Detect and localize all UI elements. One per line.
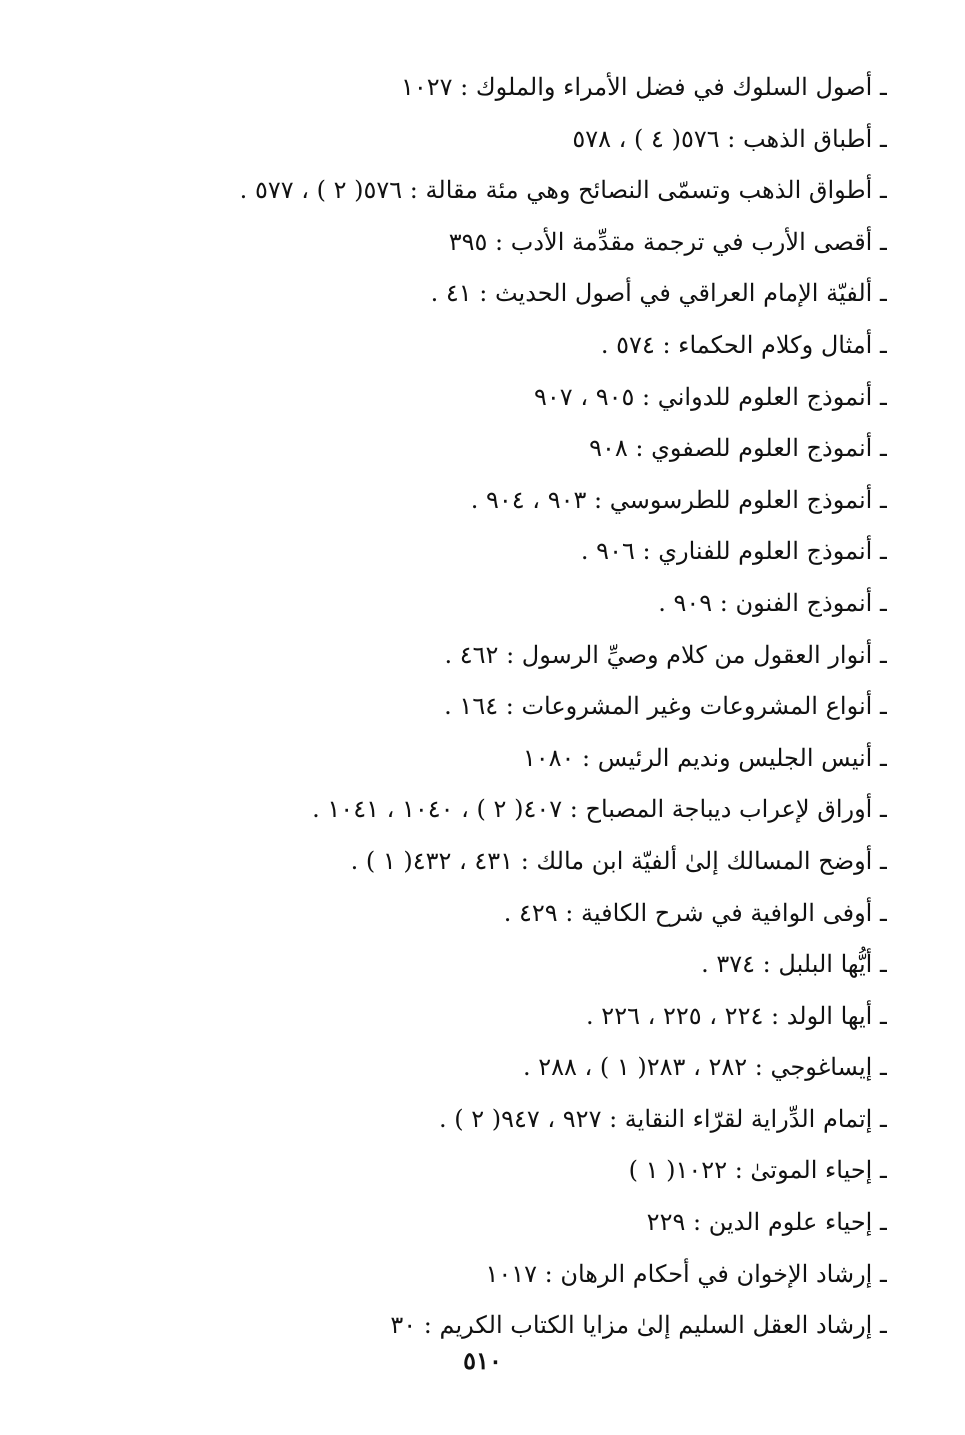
- index-entry: ـ أقصى الأرب في ترجمة مقدِّمة الأدب : ٣٩٥: [448, 227, 887, 256]
- index-entry: ـ أنواع المشروعات وغير المشروعات : ١٦٤ .: [444, 692, 887, 721]
- index-entry: ـ أيُّها البلبل : ٣٧٤ .: [701, 950, 887, 979]
- index-entry: ـ أنموذج الفنون : ٩٠٩ .: [658, 588, 887, 617]
- index-entry: ـ أطواق الذهب وتسمّى النصائح وهي مئة مقالة : ٥٧٦( ٢ ) ، ٥٧٧ .: [239, 176, 887, 205]
- index-entry: ـ إيساغوجي : ٢٨٢ ، ٢٨٣( ١ ) ، ٢٨٨ .: [522, 1053, 887, 1082]
- page-number: ٥١٠: [463, 1346, 502, 1375]
- index-entry: ـ أمثال وكلام الحكماء : ٥٧٤ .: [600, 330, 887, 359]
- index-entry: ـ إحياء الموتىٰ : ١٠٢٢( ١ ): [628, 1156, 887, 1185]
- index-entry: ـ أوضح المسالك إلىٰ ألفيّة ابن مالك : ٤٣١ ، ٤٣٢( ١ ) .: [350, 846, 887, 875]
- index-entry: ـ أنوار العقول من كلام وصيِّ الرسول : ٤٦٢ .: [444, 640, 887, 669]
- index-entry: ـ أوفى الوافية في شرح الكافية : ٤٢٩ .: [503, 898, 887, 927]
- index-entry: ـ أنموذج العلوم للدواني : ٩٠٥ ، ٩٠٧: [534, 382, 887, 411]
- index-entry: ـ أيها الولد : ٢٢٤ ، ٢٢٥ ، ٢٢٦ .: [586, 1001, 887, 1030]
- index-entry: ـ أنموذج العلوم للصفوي : ٩٠٨: [589, 434, 887, 463]
- index-entry: ـ إحياء علوم الدين : ٢٢٩: [646, 1208, 887, 1237]
- index-entry: ـ ألفيّة الإمام العراقي في أصول الحديث : ٤١ .: [430, 279, 887, 308]
- index-entry: ـ أوراق لإعراب ديباجة المصباح : ٤٠٧( ٢ ) ، ١٠٤٠ ، ١٠٤١ .: [312, 795, 887, 824]
- index-entry: ـ إرشاد الإخوان في أحكام الرهان : ١٠١٧: [485, 1259, 887, 1288]
- index-entry: ـ أطباق الذهب : ٥٧٦( ٤ ) ، ٥٧٨: [572, 124, 887, 153]
- index-entry: ـ أصول السلوك في فضل الأمراء والملوك : ١٠٢٧: [400, 73, 887, 101]
- index-entry: ـ إرشاد العقل السليم إلىٰ مزايا الكتاب الكريم : ٣٠: [390, 1311, 887, 1340]
- index-entry: ـ أنموذج العلوم للفناري : ٩٠٦ .: [580, 537, 887, 566]
- index-entry: ـ أنيس الجليس ونديم الرئيس : ١٠٨٠: [522, 743, 887, 772]
- index-entry: ـ أنموذج العلوم للطرسوسي : ٩٠٣ ، ٩٠٤ .: [470, 485, 887, 514]
- index-entry: ـ إتمام الدِّراية لقرّاء النقاية : ٩٢٧ ، ٩٤٧( ٢ ) .: [438, 1104, 887, 1133]
- title-index-list: [107, 62, 887, 1352]
